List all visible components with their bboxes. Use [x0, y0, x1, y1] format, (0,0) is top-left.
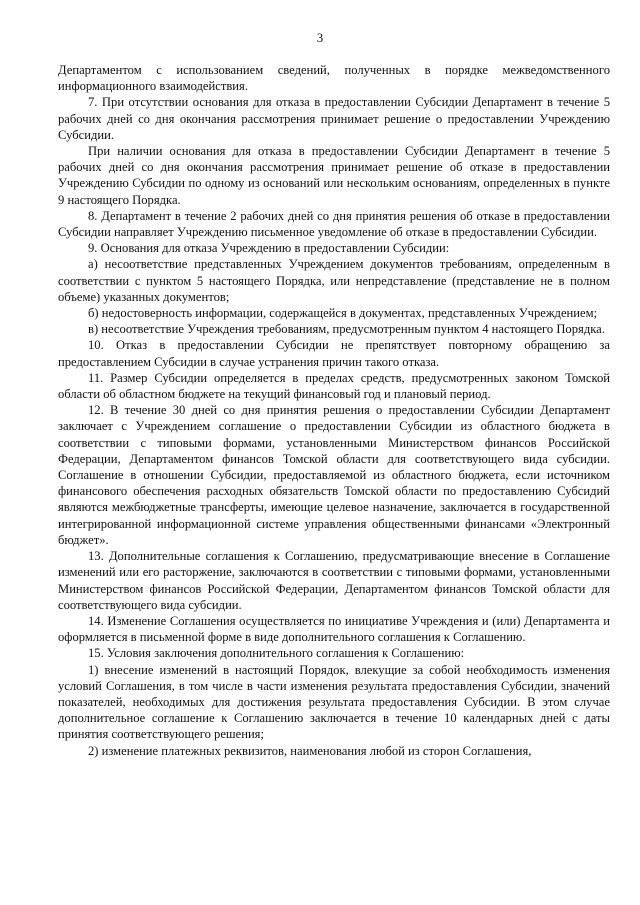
paragraph-item-9-b: б) недостоверность информации, содержащейся в документах, представленных Учреждением;	[88, 306, 598, 321]
paragraph-item-9: 9. Основания для отказа Учреждению в предоставлении Субсидии:	[88, 241, 450, 256]
paragraph-item-12: 12. В течение 30 дней со дня принятия решения о предоставлении Субсидии Департамент заключает с Учреждением соглашение о предоставлении Субсидии из областного бюджета в соответствии с типовыми формами, установленными Министерством финансов Российской Федерации, Департаментом финансов Томской области для соответствующего вида субсидии. Соглашение в отношении Субсидии, предоставляемой из областного бюджета, если источником финансового обеспечения расходных обязательств Томской области по предоставлению Субсидий являются межбюджетные трансферты, имеющие целевое назначение, заключается в государственной интегрированной информационной системе управления общественными финансами «Электронный бюджет».	[58, 403, 610, 547]
paragraph-item-15-2: 2) изменение платежных реквизитов, наименования любой из сторон Соглашения,	[88, 743, 532, 758]
paragraph-item-14: 14. Изменение Соглашения осуществляется по инициативе Учреждения и (или) Департамента и оформляется в письменной форме в виде дополнительного соглашения к Соглашению.	[58, 613, 610, 645]
paragraph-refusal-grounds: При наличии основания для отказа в предоставлении Субсидии Департамент в течение 5 рабочих дней со дня окончания рассмотрения принимает решение об отказе в предоставлении Учреждению Субсидии по одному из оснований или нескольким основаниям, определенных в пункте 9 настоящего Порядка.	[58, 144, 610, 207]
paragraph-item-15-1: 1) внесение изменений в настоящий Порядок, влекущие за собой необходимость изменения условий Соглашения, в том числе в части изменения результата предоставления Субсидии, значений показателей, необходимых для достижения результата предоставления Субсидии. В этом случае дополнительное соглашение к Соглашению заключается в течение 10 календарных дней с даты принятия соответствующего решения;	[58, 662, 610, 742]
paragraph-continuation: Департаментом с использованием сведений, полученных в порядке межведомственного информационного взаимодействия.	[58, 63, 610, 94]
paragraph-item-11: 11. Размер Субсидии определяется в пределах средств, предусмотренных законом Томской области об областном бюджете на текущий финансовый год и плановый период.	[58, 370, 610, 402]
paragraph-item-9-a: а) несоответствие представленных Учреждением документов требованиям, определенным в соответствии с пунктом 5 настоящего Порядка, или непредставление (представление не в полном объеме) указанных документов;	[58, 257, 610, 304]
document-body	[58, 62, 610, 759]
paragraph-item-15: 15. Условия заключения дополнительного соглашения к Соглашению:	[88, 646, 465, 661]
paragraph-item-10: 10. Отказ в предоставлении Субсидии не препятствует повторному обращению за предоставлением Субсидии в случае устранения причин такого отказа.	[58, 338, 610, 369]
page-number: 3	[316, 31, 324, 45]
paragraph-item-13: 13. Дополнительные соглашения к Соглашению, предусматривающие внесение в Соглашение изменений или его расторжение, заключаются в соответствии с типовыми формами, установленными Министерством финансов Российской Федерации, Департаментом финансов Томской области для соответствующего вида субсидии.	[58, 549, 610, 612]
paragraph-item-7: 7. При отсутствии основания для отказа в предоставлении Субсидии Департамент в течение 5 рабочих дней со дня окончания рассмотрения принимает решение о предоставлении Учреждению Субсидии.	[58, 95, 610, 142]
paragraph-item-8: 8. Департамент в течение 2 рабочих дней со дня принятия решения об отказе в предоставлении Субсидии направляет Учреждению письменное уведомление об отказе в предоставлении Субсидии.	[58, 208, 610, 240]
paragraph-item-9-v: в) несоответствие Учреждения требованиям, предусмотренным пунктом 4 настоящего Порядка.	[88, 322, 605, 337]
